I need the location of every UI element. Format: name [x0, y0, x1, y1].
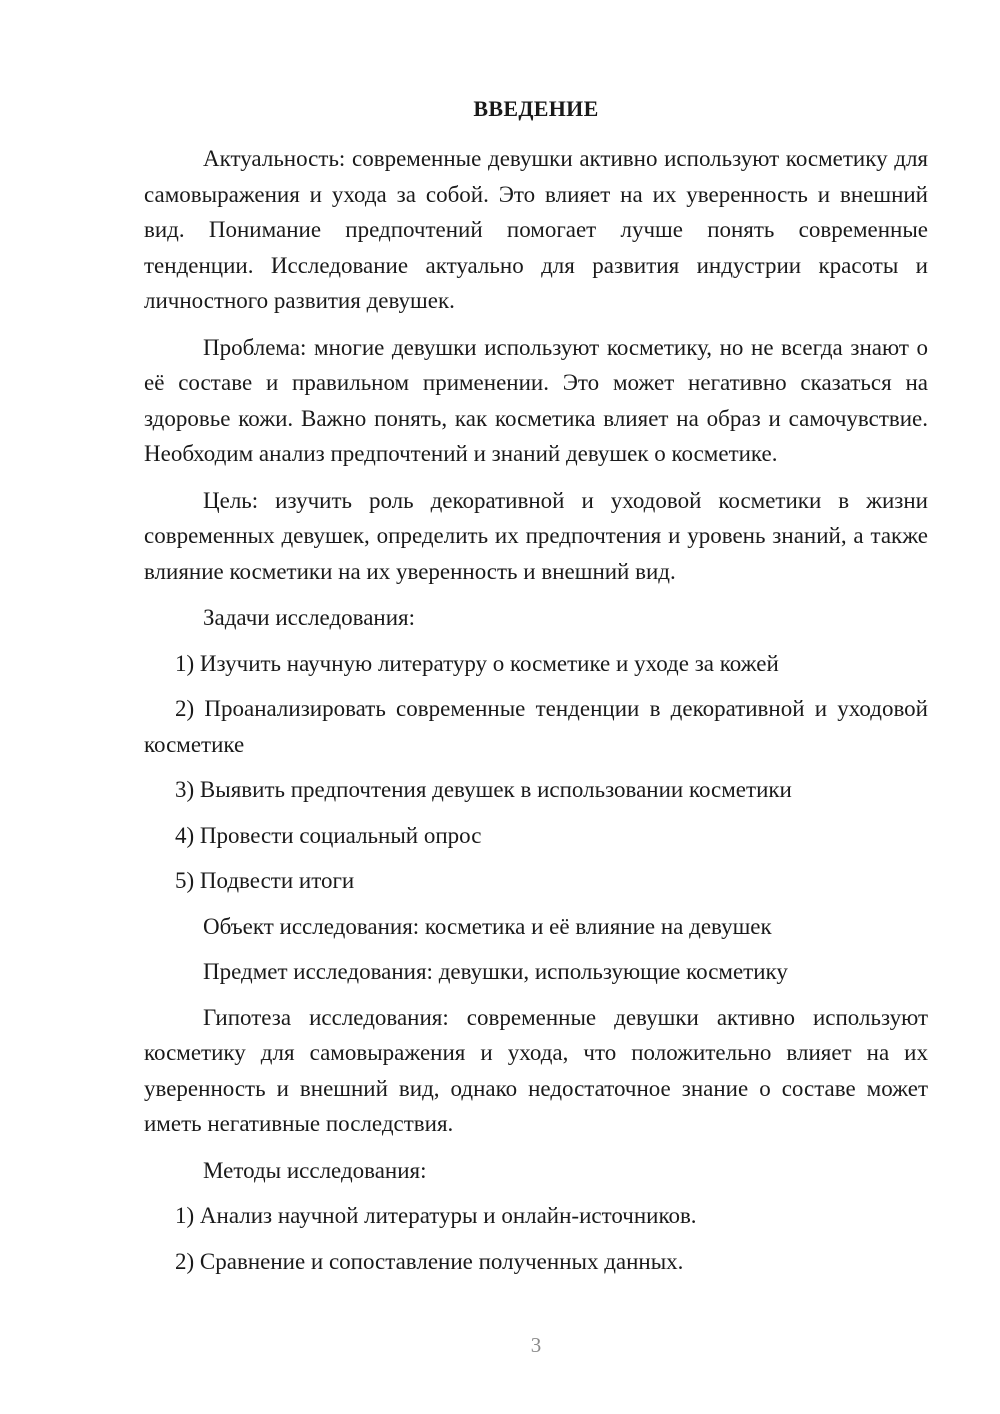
paragraph-subject: Предмет исследования: девушки, использующие косметику — [203, 959, 788, 984]
paragraph-hypothesis: Гипотеза исследования: современные девушки активно используют косметику для самовыражения и ухода, что положительно влияет на их уверенность и внешний вид, однако недостаточное знание о составе может иметь негативные последствия. — [144, 1004, 928, 1136]
task-item-5: 5) Подвести итоги — [175, 868, 355, 893]
method-item-1: 1) Анализ научной литературы и онлайн-источников. — [175, 1203, 697, 1228]
method-item-2: 2) Сравнение и сопоставление полученных данных. — [175, 1248, 684, 1274]
paragraph-problem: Проблема: многие девушки используют косметику, но не всегда знают о её составе и правильном применении. Это может негативно сказаться на здоровье кожи. Важно понять, как косметика влияет на образ и самочувствие. Необходим анализ предпочтений и знаний девушек о косметике. — [144, 334, 928, 466]
paragraph-goal: Цель: изучить роль декоративной и уходовой косметики в жизни современных девушек, определить их предпочтения и уровень знаний, а также влияние косметики на их уверенность и внешний вид. — [144, 487, 928, 584]
paragraph-methods-heading: Методы исследования: — [203, 1157, 427, 1183]
paragraph-object: Объект исследования: косметика и её влияние на девушек — [203, 913, 772, 939]
task-item-3: 3) Выявить предпочтения девушек в использовании косметики — [175, 777, 792, 802]
paragraph-relevance: Актуальность: современные девушки активно используют косметику для самовыражения и ухода за собой. Это влияет на их уверенность и внешний вид. Понимание предпочтений помогает лучше понять современные тенденции. Исследование актуально для развития индустрии красоты и личностного развития девушек. — [144, 146, 928, 313]
task-item-4: 4) Провести социальный опрос — [175, 822, 482, 848]
task-item-2: 2) Проанализировать современные тенденции в декоративной и уходовой косметике — [144, 696, 928, 757]
page-title: ВВЕДЕНИЕ — [473, 96, 599, 121]
paragraph-tasks-heading: Задачи исследования: — [203, 605, 416, 630]
body-text — [144, 141, 928, 1279]
task-item-1: 1) Изучить научную литературу о косметике и уходе за кожей — [175, 650, 779, 676]
page-number: 3 — [530, 1333, 542, 1357]
